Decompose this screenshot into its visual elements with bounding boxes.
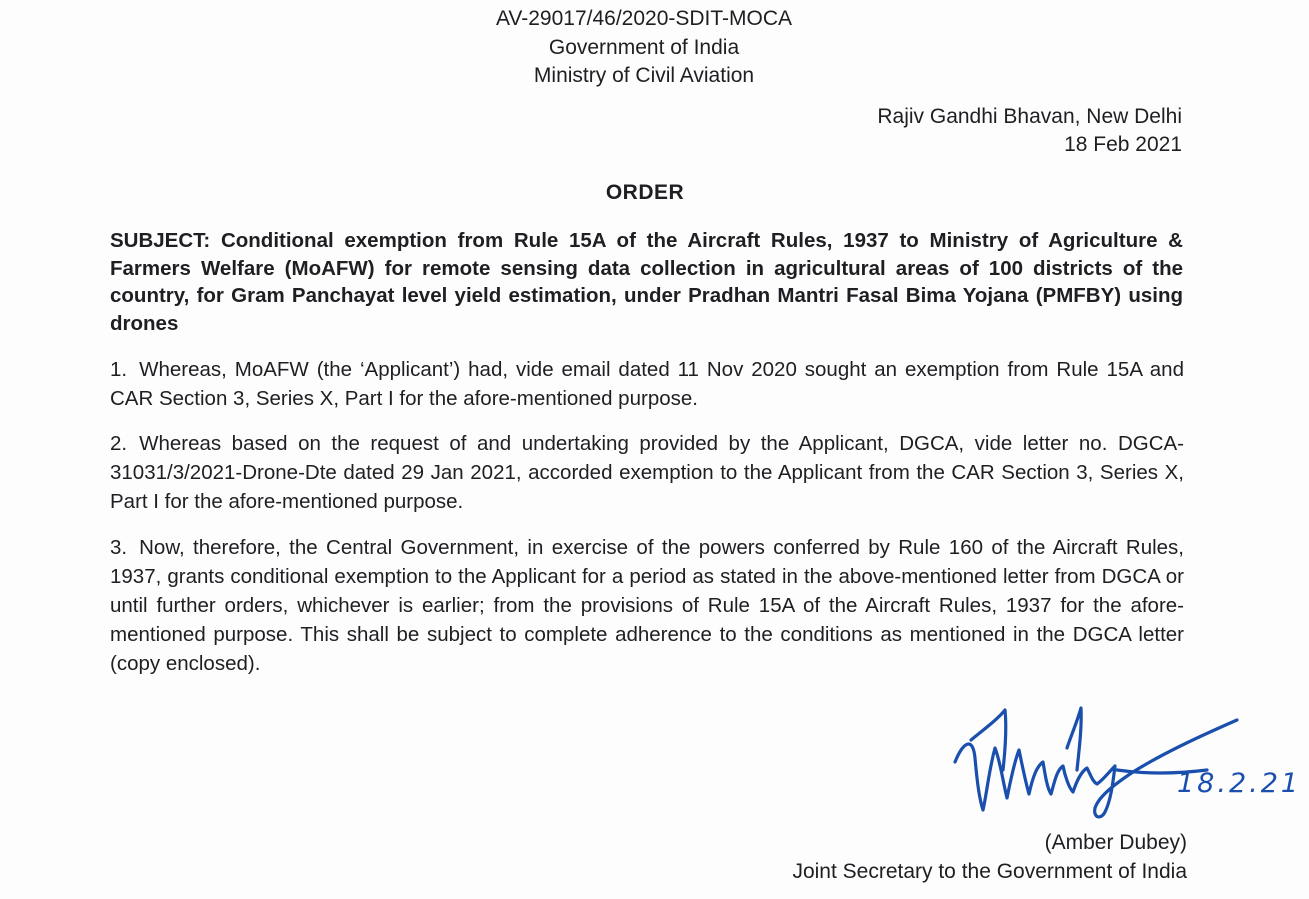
signature-stroke	[1067, 708, 1081, 770]
location: Rajiv Gandhi Bhavan, New Delhi	[877, 105, 1182, 128]
handwritten-signature	[945, 700, 1305, 825]
government-name: Government of India	[548, 35, 740, 59]
paragraph-number: 3.	[110, 536, 128, 559]
file-number: AV-29017/46/2020-SDIT-MOCA	[495, 7, 793, 30]
paragraph-text: Now, therefore, the Central Government, in exercise of the powers conferred by Rule 160 of the Aircraft Rules, 1937, grants conditional exemption to the Applicant for a period as stated in the above-mentioned letter from DGCA or until further orders, whichever is earlier; from the provisions of Rule 15A of the Aircraft Rules, 1937 for the afore-mentioned purpose. This shall be subject to complete adherence to the conditions as mentioned in the DGCA letter (copy enclosed).	[110, 536, 1184, 675]
ministry-name: Ministry of Civil Aviation	[533, 64, 755, 87]
order-title: ORDER	[605, 181, 685, 204]
signatory-name: (Amber Dubey)	[1044, 831, 1187, 854]
subject-line: SUBJECT: Conditional exemption from Rule 15A of the Aircraft Rules, 1937 to Ministry of Agriculture & Farmers Welfare (MoAFW) for remote sensing data collection in agricultural areas of 100 districts of the country, for Gram Panchayat level yield estimation, under Pradhan Mantri Fasal Bima Yojana (PMFBY) using drones	[110, 229, 1183, 335]
paragraph-2	[110, 429, 1184, 516]
place-and-date	[877, 103, 1182, 159]
paragraph-3	[110, 533, 1184, 678]
handwritten-date: 18.2.21	[1177, 768, 1302, 799]
issue-date: 18 Feb 2021	[1064, 133, 1182, 156]
paragraph-text: Whereas, MoAFW (the ‘Applicant’) had, vide email dated 11 Nov 2020 sought an exemption from Rule 15A and CAR Section 3, Series X, Part I for the afore-mentioned purpose.	[110, 358, 1184, 410]
paragraph-number: 2.	[110, 432, 128, 455]
paragraph-text: Whereas based on the request of and undertaking provided by the Applicant, DGCA, vide letter no. DGCA-31031/3/2021-Drone-Dte dated 29 Jan 2021, accorded exemption to the Applicant from the CAR Section 3, Series X, Part I for the afore-mentioned purpose.	[110, 432, 1184, 513]
letterhead	[0, 5, 1288, 91]
paragraph-1	[110, 355, 1184, 413]
paragraph-number: 1.	[110, 358, 128, 381]
signatory-title: Joint Secretary to the Government of India	[792, 860, 1187, 883]
